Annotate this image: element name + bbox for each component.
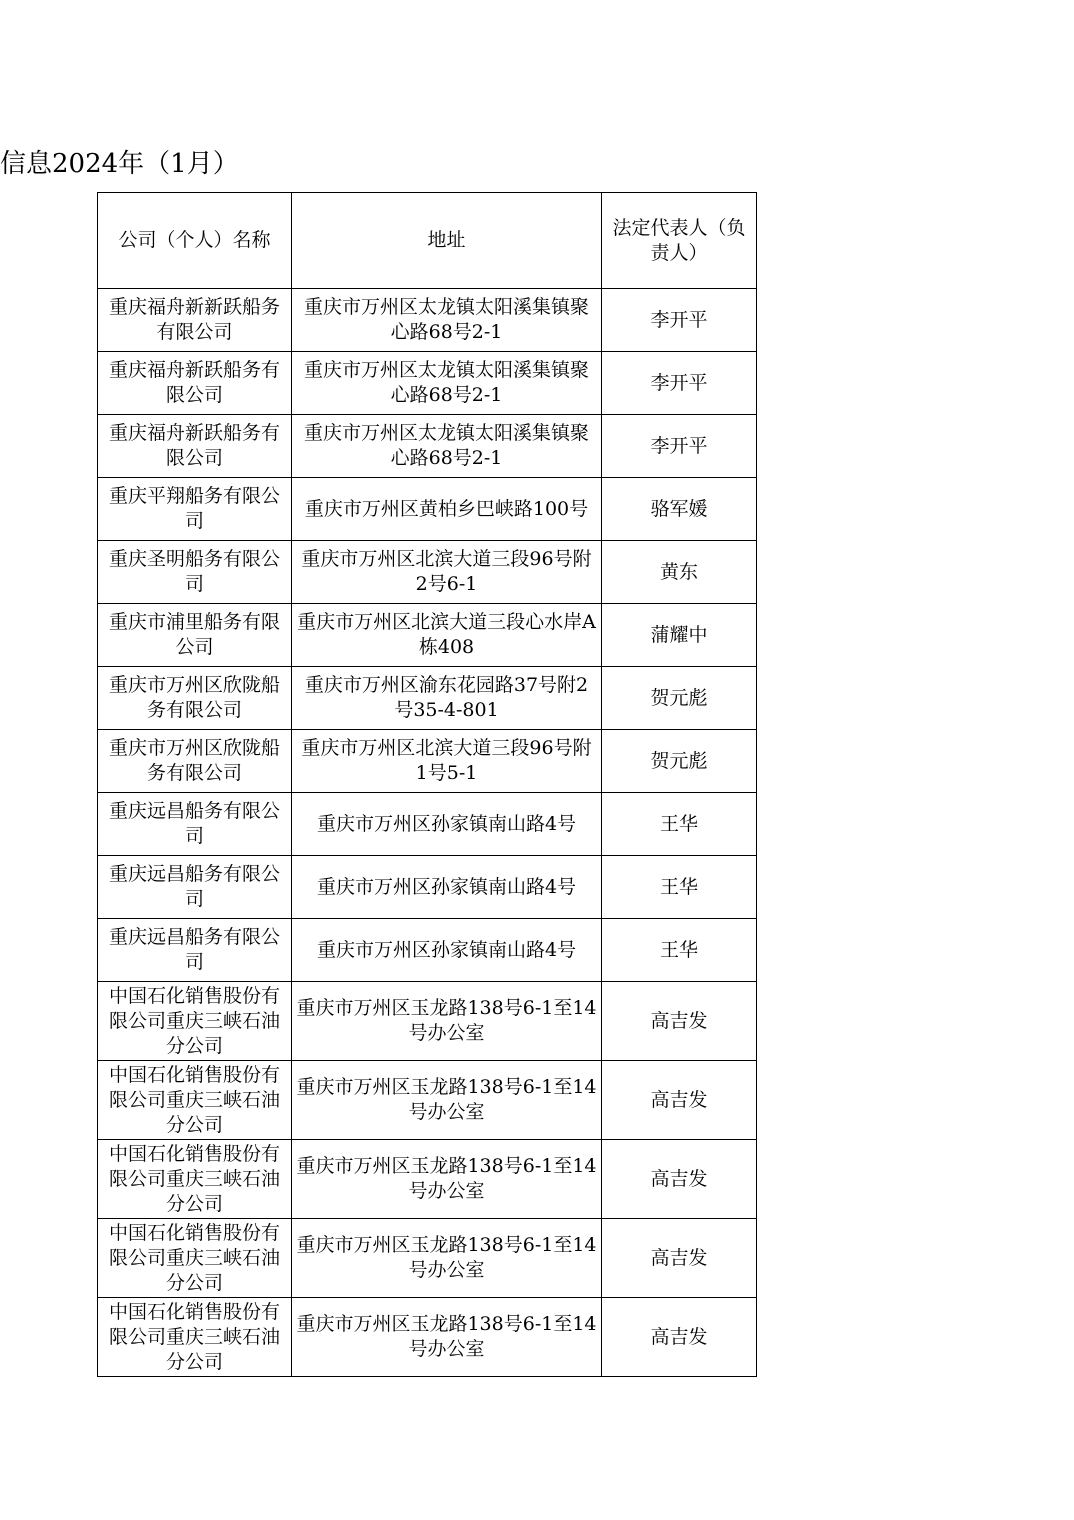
company-name-cell: 重庆市万州区欣陇船务有限公司 bbox=[98, 667, 292, 730]
header-company-name: 公司（个人）名称 bbox=[98, 193, 292, 289]
company-name-cell: 中国石化销售股份有限公司重庆三峡石油分公司 bbox=[98, 1298, 292, 1377]
table-header-row bbox=[98, 193, 757, 289]
table-row bbox=[98, 415, 757, 478]
address-cell: 重庆市万州区北滨大道三段96号附1号5-1 bbox=[292, 730, 602, 793]
legal-representative-cell: 蒲耀中 bbox=[602, 604, 757, 667]
company-name-cell: 重庆远昌船务有限公司 bbox=[98, 793, 292, 856]
company-name-cell: 中国石化销售股份有限公司重庆三峡石油分公司 bbox=[98, 982, 292, 1061]
company-name-cell: 重庆福舟新跃船务有限公司 bbox=[98, 415, 292, 478]
table-row bbox=[98, 1298, 757, 1377]
company-registry-table bbox=[97, 192, 757, 1377]
address-cell: 重庆市万州区黄柏乡巴峡路100号 bbox=[292, 478, 602, 541]
company-name-cell: 重庆福舟新跃船务有限公司 bbox=[98, 352, 292, 415]
company-name-cell: 重庆圣明船务有限公司 bbox=[98, 541, 292, 604]
company-name-cell: 重庆福舟新新跃船务有限公司 bbox=[98, 289, 292, 352]
table-body bbox=[98, 289, 757, 1377]
legal-representative-cell: 高吉发 bbox=[602, 1140, 757, 1219]
table-row bbox=[98, 1061, 757, 1140]
company-name-cell: 中国石化销售股份有限公司重庆三峡石油分公司 bbox=[98, 1219, 292, 1298]
page-title bbox=[0, 142, 338, 186]
company-name-cell: 重庆平翔船务有限公司 bbox=[98, 478, 292, 541]
company-name-cell: 重庆市浦里船务有限公司 bbox=[98, 604, 292, 667]
address-cell: 重庆市万州区太龙镇太阳溪集镇聚心路68号2-1 bbox=[292, 415, 602, 478]
address-cell: 重庆市万州区玉龙路138号6-1至14号办公室 bbox=[292, 1061, 602, 1140]
legal-representative-cell: 高吉发 bbox=[602, 1061, 757, 1140]
legal-representative-cell: 贺元彪 bbox=[602, 730, 757, 793]
legal-representative-cell: 李开平 bbox=[602, 415, 757, 478]
legal-representative-cell: 高吉发 bbox=[602, 1219, 757, 1298]
company-name-cell: 中国石化销售股份有限公司重庆三峡石油分公司 bbox=[98, 1061, 292, 1140]
header-address: 地址 bbox=[292, 193, 602, 289]
address-cell: 重庆市万州区渝东花园路37号附2号35-4-801 bbox=[292, 667, 602, 730]
company-name-cell: 重庆远昌船务有限公司 bbox=[98, 919, 292, 982]
address-cell: 重庆市万州区太龙镇太阳溪集镇聚心路68号2-1 bbox=[292, 289, 602, 352]
table-row bbox=[98, 1219, 757, 1298]
table-row bbox=[98, 604, 757, 667]
legal-representative-cell: 李开平 bbox=[602, 289, 757, 352]
company-name-cell: 中国石化销售股份有限公司重庆三峡石油分公司 bbox=[98, 1140, 292, 1219]
company-name-cell: 重庆市万州区欣陇船务有限公司 bbox=[98, 730, 292, 793]
company-name-cell: 重庆远昌船务有限公司 bbox=[98, 856, 292, 919]
table-row bbox=[98, 856, 757, 919]
table-row bbox=[98, 793, 757, 856]
table-row bbox=[98, 478, 757, 541]
address-cell: 重庆市万州区太龙镇太阳溪集镇聚心路68号2-1 bbox=[292, 352, 602, 415]
address-cell: 重庆市万州区北滨大道三段心水岸A栋408 bbox=[292, 604, 602, 667]
legal-representative-cell: 高吉发 bbox=[602, 1298, 757, 1377]
address-cell: 重庆市万州区玉龙路138号6-1至14号办公室 bbox=[292, 982, 602, 1061]
legal-representative-cell: 王华 bbox=[602, 919, 757, 982]
header-legal-representative: 法定代表人（负责人） bbox=[602, 193, 757, 289]
table-row bbox=[98, 289, 757, 352]
table-row bbox=[98, 1140, 757, 1219]
legal-representative-cell: 李开平 bbox=[602, 352, 757, 415]
legal-representative-cell: 黄东 bbox=[602, 541, 757, 604]
address-cell: 重庆市万州区北滨大道三段96号附2号6-1 bbox=[292, 541, 602, 604]
table-row bbox=[98, 352, 757, 415]
table-row bbox=[98, 730, 757, 793]
address-cell: 重庆市万州区孙家镇南山路4号 bbox=[292, 856, 602, 919]
legal-representative-cell: 骆军媛 bbox=[602, 478, 757, 541]
legal-representative-cell: 王华 bbox=[602, 793, 757, 856]
table-row bbox=[98, 667, 757, 730]
address-cell: 重庆市万州区玉龙路138号6-1至14号办公室 bbox=[292, 1219, 602, 1298]
table-row bbox=[98, 919, 757, 982]
legal-representative-cell: 贺元彪 bbox=[602, 667, 757, 730]
page-title-text: 信息2024年（1月） bbox=[0, 149, 239, 179]
address-cell: 重庆市万州区孙家镇南山路4号 bbox=[292, 793, 602, 856]
table-row bbox=[98, 541, 757, 604]
legal-representative-cell: 高吉发 bbox=[602, 982, 757, 1061]
legal-representative-cell: 王华 bbox=[602, 856, 757, 919]
address-cell: 重庆市万州区玉龙路138号6-1至14号办公室 bbox=[292, 1298, 602, 1377]
address-cell: 重庆市万州区玉龙路138号6-1至14号办公室 bbox=[292, 1140, 602, 1219]
address-cell: 重庆市万州区孙家镇南山路4号 bbox=[292, 919, 602, 982]
table-row bbox=[98, 982, 757, 1061]
